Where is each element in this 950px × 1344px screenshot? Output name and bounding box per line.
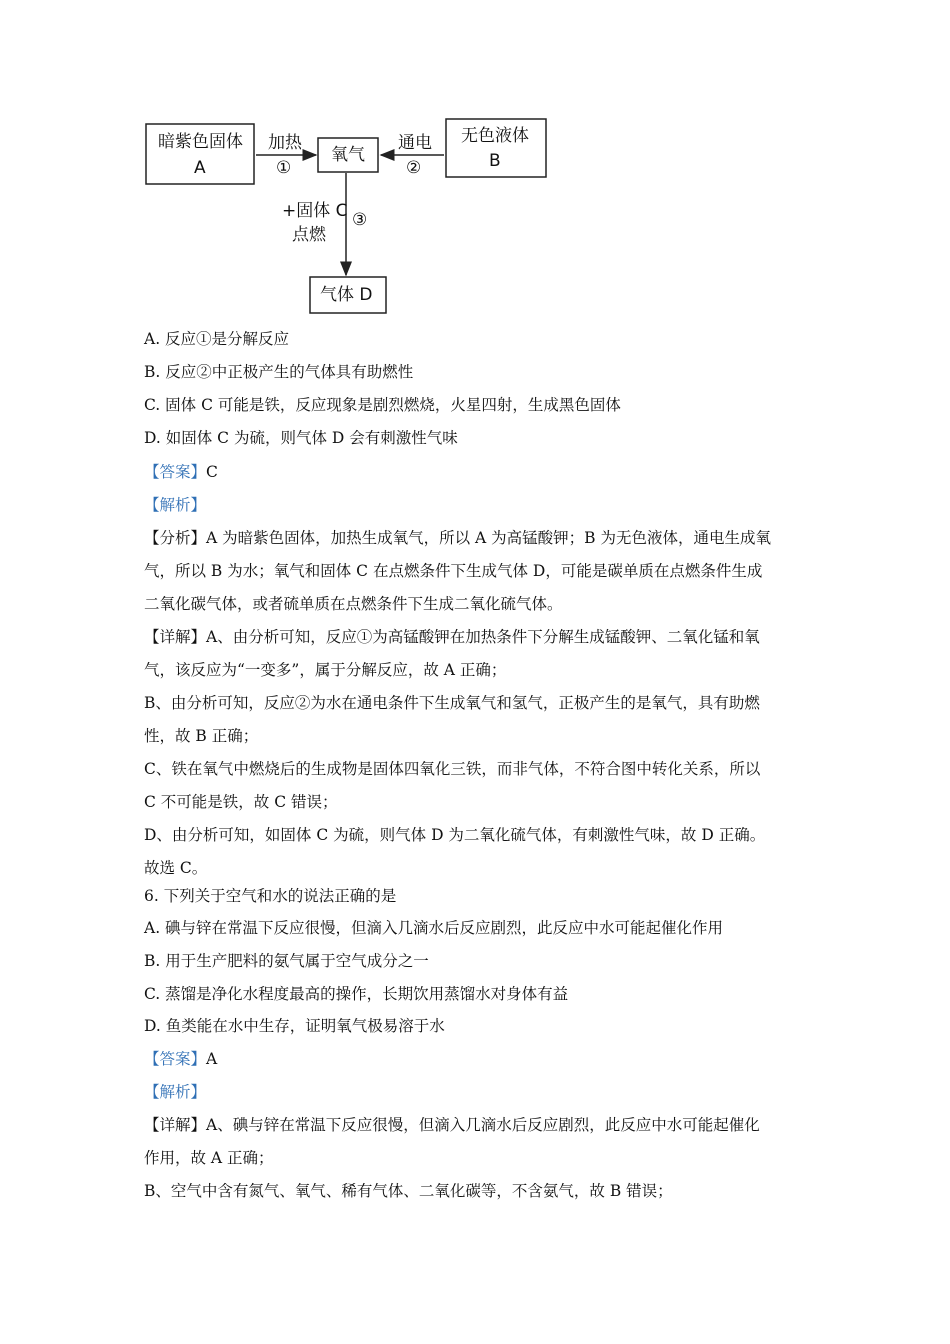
q6-option-c: C. 蒸馏是净化水程度最高的操作，长期饮用蒸馏水对身体有益	[144, 985, 569, 1003]
answer-tag: 【答案】	[144, 463, 207, 481]
q5-option-d: D. 如固体 C 为硫，则气体 D 会有刺激性气味	[144, 429, 458, 447]
q5-fenxi-line-2: 气，所以 B 为水；氧气和固体 C 在点燃条件下生成气体 D，可能是碳单质在点燃条件生成	[144, 562, 763, 580]
answer-value: A	[206, 1050, 218, 1068]
box-a-line1: 暗紫色固体	[158, 132, 243, 152]
q6-xiangjie-line-3: B、空气中含有氮气、氧气、稀有气体、二氧化碳等，不含氨气，故 B 错误；	[144, 1182, 673, 1200]
diagram-lines	[0, 0, 950, 330]
box-b-line1: 无色液体	[461, 126, 529, 146]
arrow3-label-line1: +固体 C	[282, 201, 348, 221]
q5-analysis-tag: 【解析】	[144, 496, 207, 514]
gas-d-label: 气体 D	[320, 285, 373, 305]
oxygen-label: 氧气	[331, 145, 365, 165]
arrow3-number: ③	[352, 210, 368, 230]
q5-fenxi-line-1: 【分析】A 为暗紫色固体，加热生成氧气，所以 A 为高锰酸钾；B 为无色液体，通电生成氧	[144, 529, 771, 547]
answer-tag: 【答案】	[144, 1050, 207, 1068]
arrow2-label: 通电	[398, 133, 432, 153]
box-b-line2: B	[489, 151, 501, 171]
arrow2-number: ②	[406, 158, 422, 178]
q5-xiangjie-line-6: C 不可能是铁，故 C 错误；	[144, 793, 338, 811]
box-a-line2: A	[194, 158, 206, 178]
q5-xiangjie-line-4: 性，故 B 正确；	[144, 727, 259, 745]
q5-option-b: B. 反应②中正极产生的气体具有助燃性	[144, 363, 414, 381]
q6-answer	[144, 1049, 217, 1069]
q6-analysis-tag: 【解析】	[144, 1083, 207, 1101]
q5-fenxi-line-3: 二氧化碳气体，或者硫单质在点燃条件下生成二氧化硫气体。	[144, 595, 563, 613]
q5-xiangjie-line-1: 【详解】A、由分析可知，反应①为高锰酸钾在加热条件下分解生成锰酸钾、二氧化锰和氧	[144, 628, 760, 646]
q5-option-c: C. 固体 C 可能是铁，反应现象是剧烈燃烧，火星四射，生成黑色固体	[144, 396, 621, 414]
q5-xiangjie-line-8: 故选 C。	[144, 859, 208, 877]
q6-option-a: A. 碘与锌在常温下反应很慢，但滴入几滴水后反应剧烈，此反应中水可能起催化作用	[144, 919, 724, 937]
q6-option-d: D. 鱼类能在水中生存，证明氧气极易溶于水	[144, 1017, 445, 1035]
reaction-diagram	[0, 0, 950, 330]
q6-xiangjie-line-2: 作用，故 A 正确；	[144, 1149, 274, 1167]
q5-xiangjie-line-3: B、由分析可知，反应②为水在通电条件下生成氧气和氢气，正极产生的是氧气，具有助燃	[144, 694, 760, 712]
q5-answer	[144, 462, 218, 482]
arrow3-label-line2: 点燃	[292, 225, 326, 245]
arrow1-label: 加热	[268, 133, 302, 153]
q6-xiangjie-line-1: 【详解】A、碘与锌在常温下反应很慢，但滴入几滴水后反应剧烈，此反应中水可能起催化	[144, 1116, 760, 1134]
q5-xiangjie-line-7: D、由分析可知，如固体 C 为硫，则气体 D 为二氧化硫气体，有刺激性气味，故 D 正确。	[144, 826, 766, 844]
q5-xiangjie-line-5: C、铁在氧气中燃烧后的生成物是固体四氧化三铁，而非气体，不符合图中转化关系，所以	[144, 760, 761, 778]
q5-xiangjie-line-2: 气，该反应为“一变多”，属于分解反应，故 A 正确；	[144, 661, 507, 679]
q5-option-a: A. 反应①是分解反应	[144, 330, 290, 348]
arrow1-number: ①	[276, 158, 292, 178]
q6-stem: 6. 下列关于空气和水的说法正确的是	[144, 887, 397, 905]
q6-option-b: B. 用于生产肥料的氨气属于空气成分之一	[144, 952, 429, 970]
answer-value: C	[206, 463, 218, 481]
